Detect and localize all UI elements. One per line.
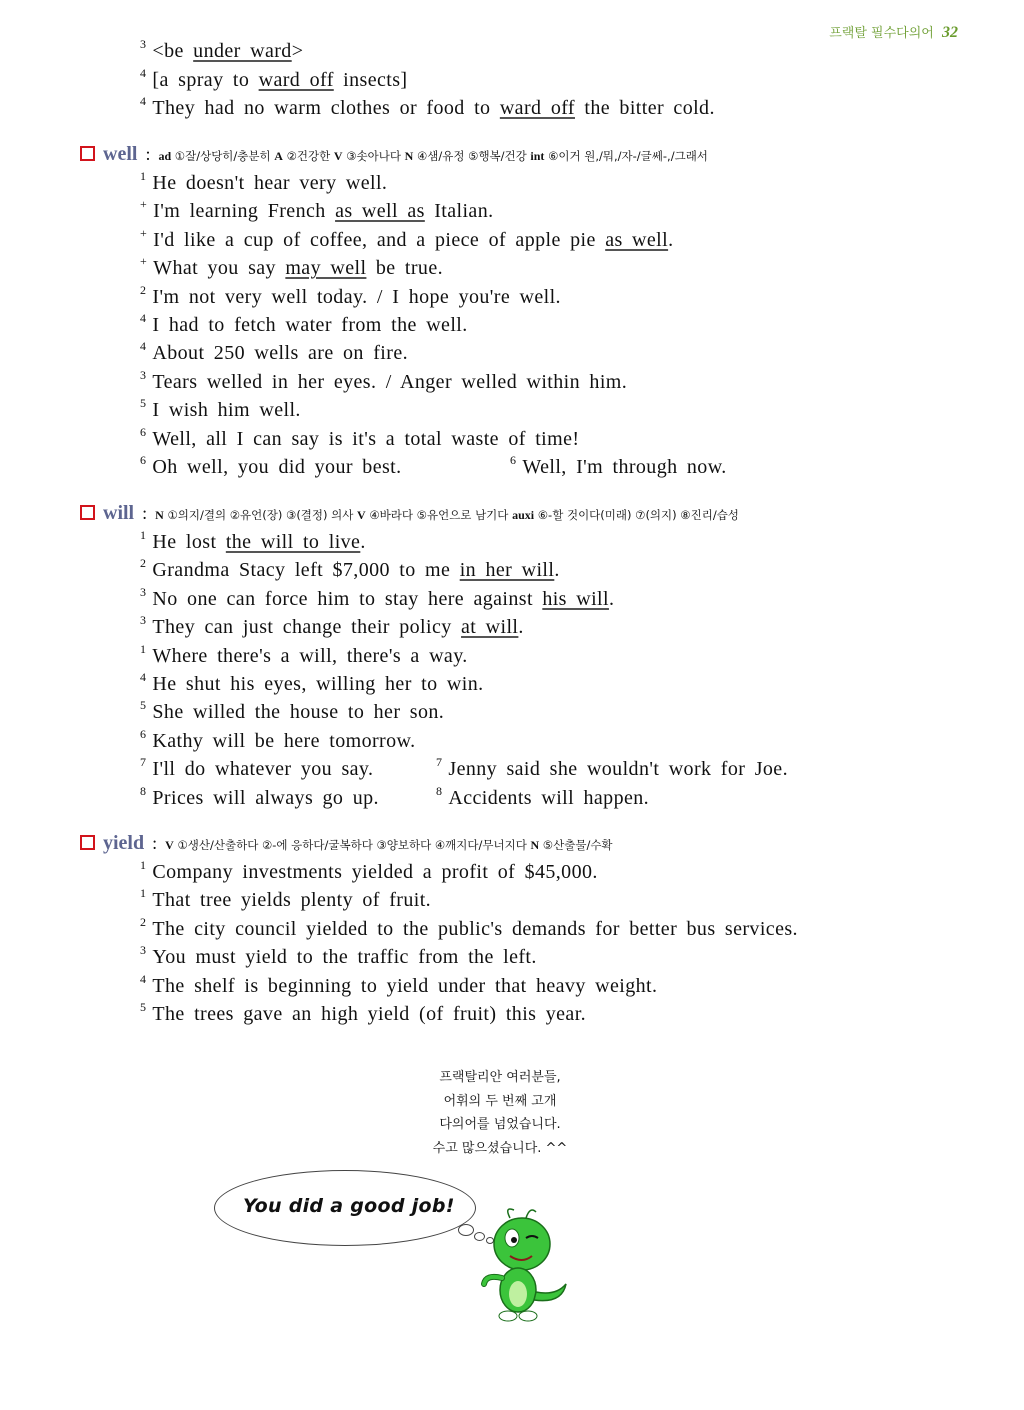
sentence-text: About 250 wells are on fire. (152, 342, 408, 365)
sense-number: 5 (140, 1000, 147, 1014)
sense-number: + (140, 225, 148, 240)
example-sentence (140, 755, 788, 783)
second-example (436, 757, 788, 783)
example-sentence (140, 171, 387, 197)
sense-number: 3 (140, 37, 147, 51)
closing-note (380, 1066, 620, 1160)
underlined-phrase: in her will (459, 559, 555, 582)
definitions (158, 148, 707, 164)
entry-will (80, 502, 739, 525)
underlined-phrase: as well as (335, 200, 425, 223)
sense-number: 2 (140, 556, 147, 571)
example-sentence (140, 96, 715, 122)
sense-number: 1 (140, 886, 147, 901)
sentence-text: You must yield to the traffic from the left. (152, 946, 537, 969)
sense-number: 1 (140, 858, 147, 872)
sense-number: 4 (140, 311, 147, 325)
page-header (829, 22, 958, 42)
sentence-text: Jenny said she wouldn't work for Joe. (448, 758, 788, 781)
example-sentence (140, 398, 301, 424)
definition-text: ⑥이거 원,/뭐,/자-/글쎄-,/그래서 (544, 149, 708, 163)
part-of-speech: V (165, 838, 174, 852)
sense-number: 5 (140, 396, 147, 411)
sentence-text: I'll do whatever you say. (152, 758, 374, 781)
sense-number: 7 (140, 755, 147, 770)
sense-number: 2 (140, 282, 147, 297)
definition-text: ③솟아나다 (342, 149, 405, 163)
sense-number: 5 (140, 698, 147, 713)
example-sentence (140, 530, 366, 556)
example-sentence (140, 615, 524, 641)
sentence-text: . (554, 559, 560, 582)
sentence-text: He lost (152, 531, 226, 553)
page-number: 32 (942, 24, 958, 41)
sense-number: 3 (140, 584, 147, 599)
sentence-text: No one can force him to stay here against (152, 587, 543, 610)
sentence-text: I'm learning French (153, 200, 336, 223)
underlined-phrase: as well (605, 228, 669, 251)
sentence-text: They had no warm clothes or food to (152, 97, 500, 119)
entry-yield (80, 832, 613, 855)
sense-number: 4 (140, 65, 147, 80)
sentence-text: What you say (153, 257, 286, 280)
part-of-speech: N (404, 149, 414, 163)
definition-text: ①의지/결의 ②유언(장) ③(결정) 의사 (163, 508, 358, 522)
sense-number: 7 (436, 755, 443, 770)
sentence-text: Tears welled in her eyes. / Anger welled within him. (152, 370, 628, 393)
definition-text: ⑥-할 것이다(미래) ⑦(의지) ⑧진리/습성 (534, 508, 739, 522)
sentence-text: Italian. (424, 200, 494, 223)
part-of-speech: A (274, 149, 283, 163)
sentence-text: Kathy will be here tomorrow. (152, 729, 416, 752)
underlined-phrase: may well (285, 257, 367, 280)
sense-number: 8 (436, 783, 443, 798)
example-sentence (140, 341, 408, 367)
sense-number: 6 (140, 424, 147, 439)
example-sentence (140, 945, 537, 971)
checkbox-icon (80, 505, 95, 520)
example-sentence (140, 65, 408, 94)
sentence-text: I'm not very well today. / I hope you're well. (152, 285, 561, 308)
part-of-speech: auxi (512, 508, 535, 522)
example-sentence (140, 888, 431, 914)
sentence-text: He doesn't hear very well. (152, 172, 388, 194)
speech-bubble (214, 1170, 476, 1246)
sentence-text: I'd like a cup of coffee, and a piece of apple pie (153, 228, 606, 251)
checkbox-icon (80, 835, 95, 850)
sentence-text: Well, I'm through now. (522, 456, 727, 478)
sense-number: 4 (140, 94, 147, 108)
colon: : (145, 144, 151, 164)
header-title: 프랙탈 필수다의어 (829, 26, 934, 41)
part-of-speech: N (155, 508, 164, 522)
sense-number: + (140, 254, 148, 269)
sentence-text: I had to fetch water from the well. (152, 314, 468, 336)
definition-text: ①잘/상당히/충분히 (171, 149, 275, 163)
underlined-phrase: ward off (258, 68, 334, 91)
part-of-speech: N (530, 838, 540, 852)
sentence-text: . (608, 587, 615, 610)
sentence-text: They can just change their policy (152, 616, 462, 639)
sentence-text: I wish him well. (152, 399, 301, 422)
part-of-speech: V (357, 508, 366, 522)
sense-number: 1 (140, 528, 147, 542)
bubble-text: You did a good job! (243, 1195, 455, 1217)
note-line: 프랙탈리안 여러분들, (439, 1070, 561, 1085)
note-line: 어휘의 두 번째 고개 (443, 1093, 557, 1109)
sentence-text: Well, all I can say is it's a total waste of time! (152, 427, 580, 450)
sense-number: 3 (140, 613, 147, 628)
sentence-text: be true. (366, 257, 443, 280)
underlined-phrase: his will (542, 587, 609, 610)
definitions (165, 837, 612, 853)
underlined-phrase: the will to live (225, 531, 361, 553)
example-sentence (140, 672, 484, 698)
checkbox-icon (80, 146, 95, 161)
sentence-text: > (291, 40, 304, 62)
example-sentence (140, 584, 615, 613)
part-of-speech: ad (158, 149, 172, 163)
dinosaur-mascot-illustration (470, 1204, 570, 1330)
sense-number: 4 (140, 971, 147, 986)
sentence-text: The trees gave an high yield (of fruit) this year. (152, 1003, 587, 1025)
sentence-text: . (668, 228, 674, 251)
sense-number: 6 (140, 453, 147, 467)
example-sentence (140, 313, 468, 339)
sentence-text: . (518, 616, 524, 639)
definition-text: ④샘/유정 ⑤행복/건강 (413, 149, 531, 163)
example-sentence (140, 256, 443, 282)
sentence-text: She willed the house to her son. (152, 701, 445, 724)
example-sentence (140, 971, 658, 1000)
headword: well (103, 143, 138, 165)
sense-number: 8 (140, 783, 147, 798)
definition-text: ①생산/산출하다 ②-에 응하다/굴복하다 ③양보하다 ④깨지다/무너지다 (173, 838, 531, 852)
headword: yield (103, 832, 145, 854)
sentence-text: [a spray to (152, 68, 259, 91)
sentence-text: The shelf is beginning to yield under that heavy weight. (152, 974, 658, 997)
example-sentence (140, 700, 444, 726)
example-sentence (140, 914, 798, 943)
sense-number: 6 (140, 726, 147, 741)
sentence-text: Company investments yielded a profit of $45,000. (152, 861, 598, 883)
colon: : (152, 833, 158, 853)
definition-text: ④바라다 ⑤유언으로 남기다 (365, 508, 513, 522)
example-sentence (140, 1002, 586, 1028)
sentence-text: insects] (333, 68, 408, 91)
sense-number: 3 (140, 367, 147, 382)
note-line: 다의어를 넘었습니다. (439, 1117, 561, 1132)
sense-number: 1 (140, 169, 147, 183)
sentence-text: That tree yields plenty of fruit. (152, 889, 432, 912)
definitions (155, 507, 739, 523)
sentence-text: the bitter cold. (574, 97, 715, 119)
second-example (436, 783, 650, 812)
example-sentence (140, 726, 416, 755)
example-sentence (140, 282, 561, 311)
sentence-text: . (360, 531, 366, 553)
definition-text: ②건강한 (282, 149, 334, 163)
sense-number: + (140, 197, 148, 212)
underlined-phrase: ward off (499, 97, 575, 119)
example-sentence (140, 199, 494, 225)
example-sentence (140, 558, 560, 584)
colon: : (142, 503, 148, 523)
underlined-phrase: at will (461, 616, 519, 639)
example-sentence (140, 453, 727, 481)
sentence-text: Accidents will happen. (448, 786, 650, 809)
second-example (510, 455, 727, 481)
sentence-text: Prices will always go up. (152, 786, 379, 809)
sentence-text: He shut his eyes, willing her to win. (152, 673, 484, 695)
example-sentence (140, 39, 303, 65)
example-sentence (140, 225, 674, 254)
headword: will (103, 502, 135, 524)
sense-number: 3 (140, 943, 147, 958)
sentence-text: Oh well, you did your best. (152, 456, 402, 478)
underlined-phrase: under ward (193, 40, 292, 62)
sense-number: 4 (140, 339, 147, 354)
sense-number: 1 (140, 641, 147, 656)
sense-number: 2 (140, 914, 147, 929)
entry-well (80, 143, 708, 166)
sentence-text: <be (152, 40, 194, 62)
sentence-text: Grandma Stacy left $7,000 to me (152, 559, 460, 582)
definition-text: ⑤산출물/수확 (539, 838, 613, 852)
example-sentence (140, 783, 650, 812)
sentence-text: The city council yielded to the public's demands for better bus services. (152, 917, 798, 940)
example-sentence (140, 860, 598, 886)
sentence-text: Where there's a will, there's a way. (152, 644, 468, 667)
example-sentence (140, 641, 468, 670)
sense-number: 4 (140, 670, 147, 684)
example-sentence (140, 424, 580, 453)
example-sentence (140, 367, 628, 396)
part-of-speech: int (530, 149, 545, 163)
sense-number: 6 (510, 453, 517, 467)
part-of-speech: V (333, 149, 343, 163)
note-line: 수고 많으셨습니다. ^^ (432, 1140, 568, 1156)
